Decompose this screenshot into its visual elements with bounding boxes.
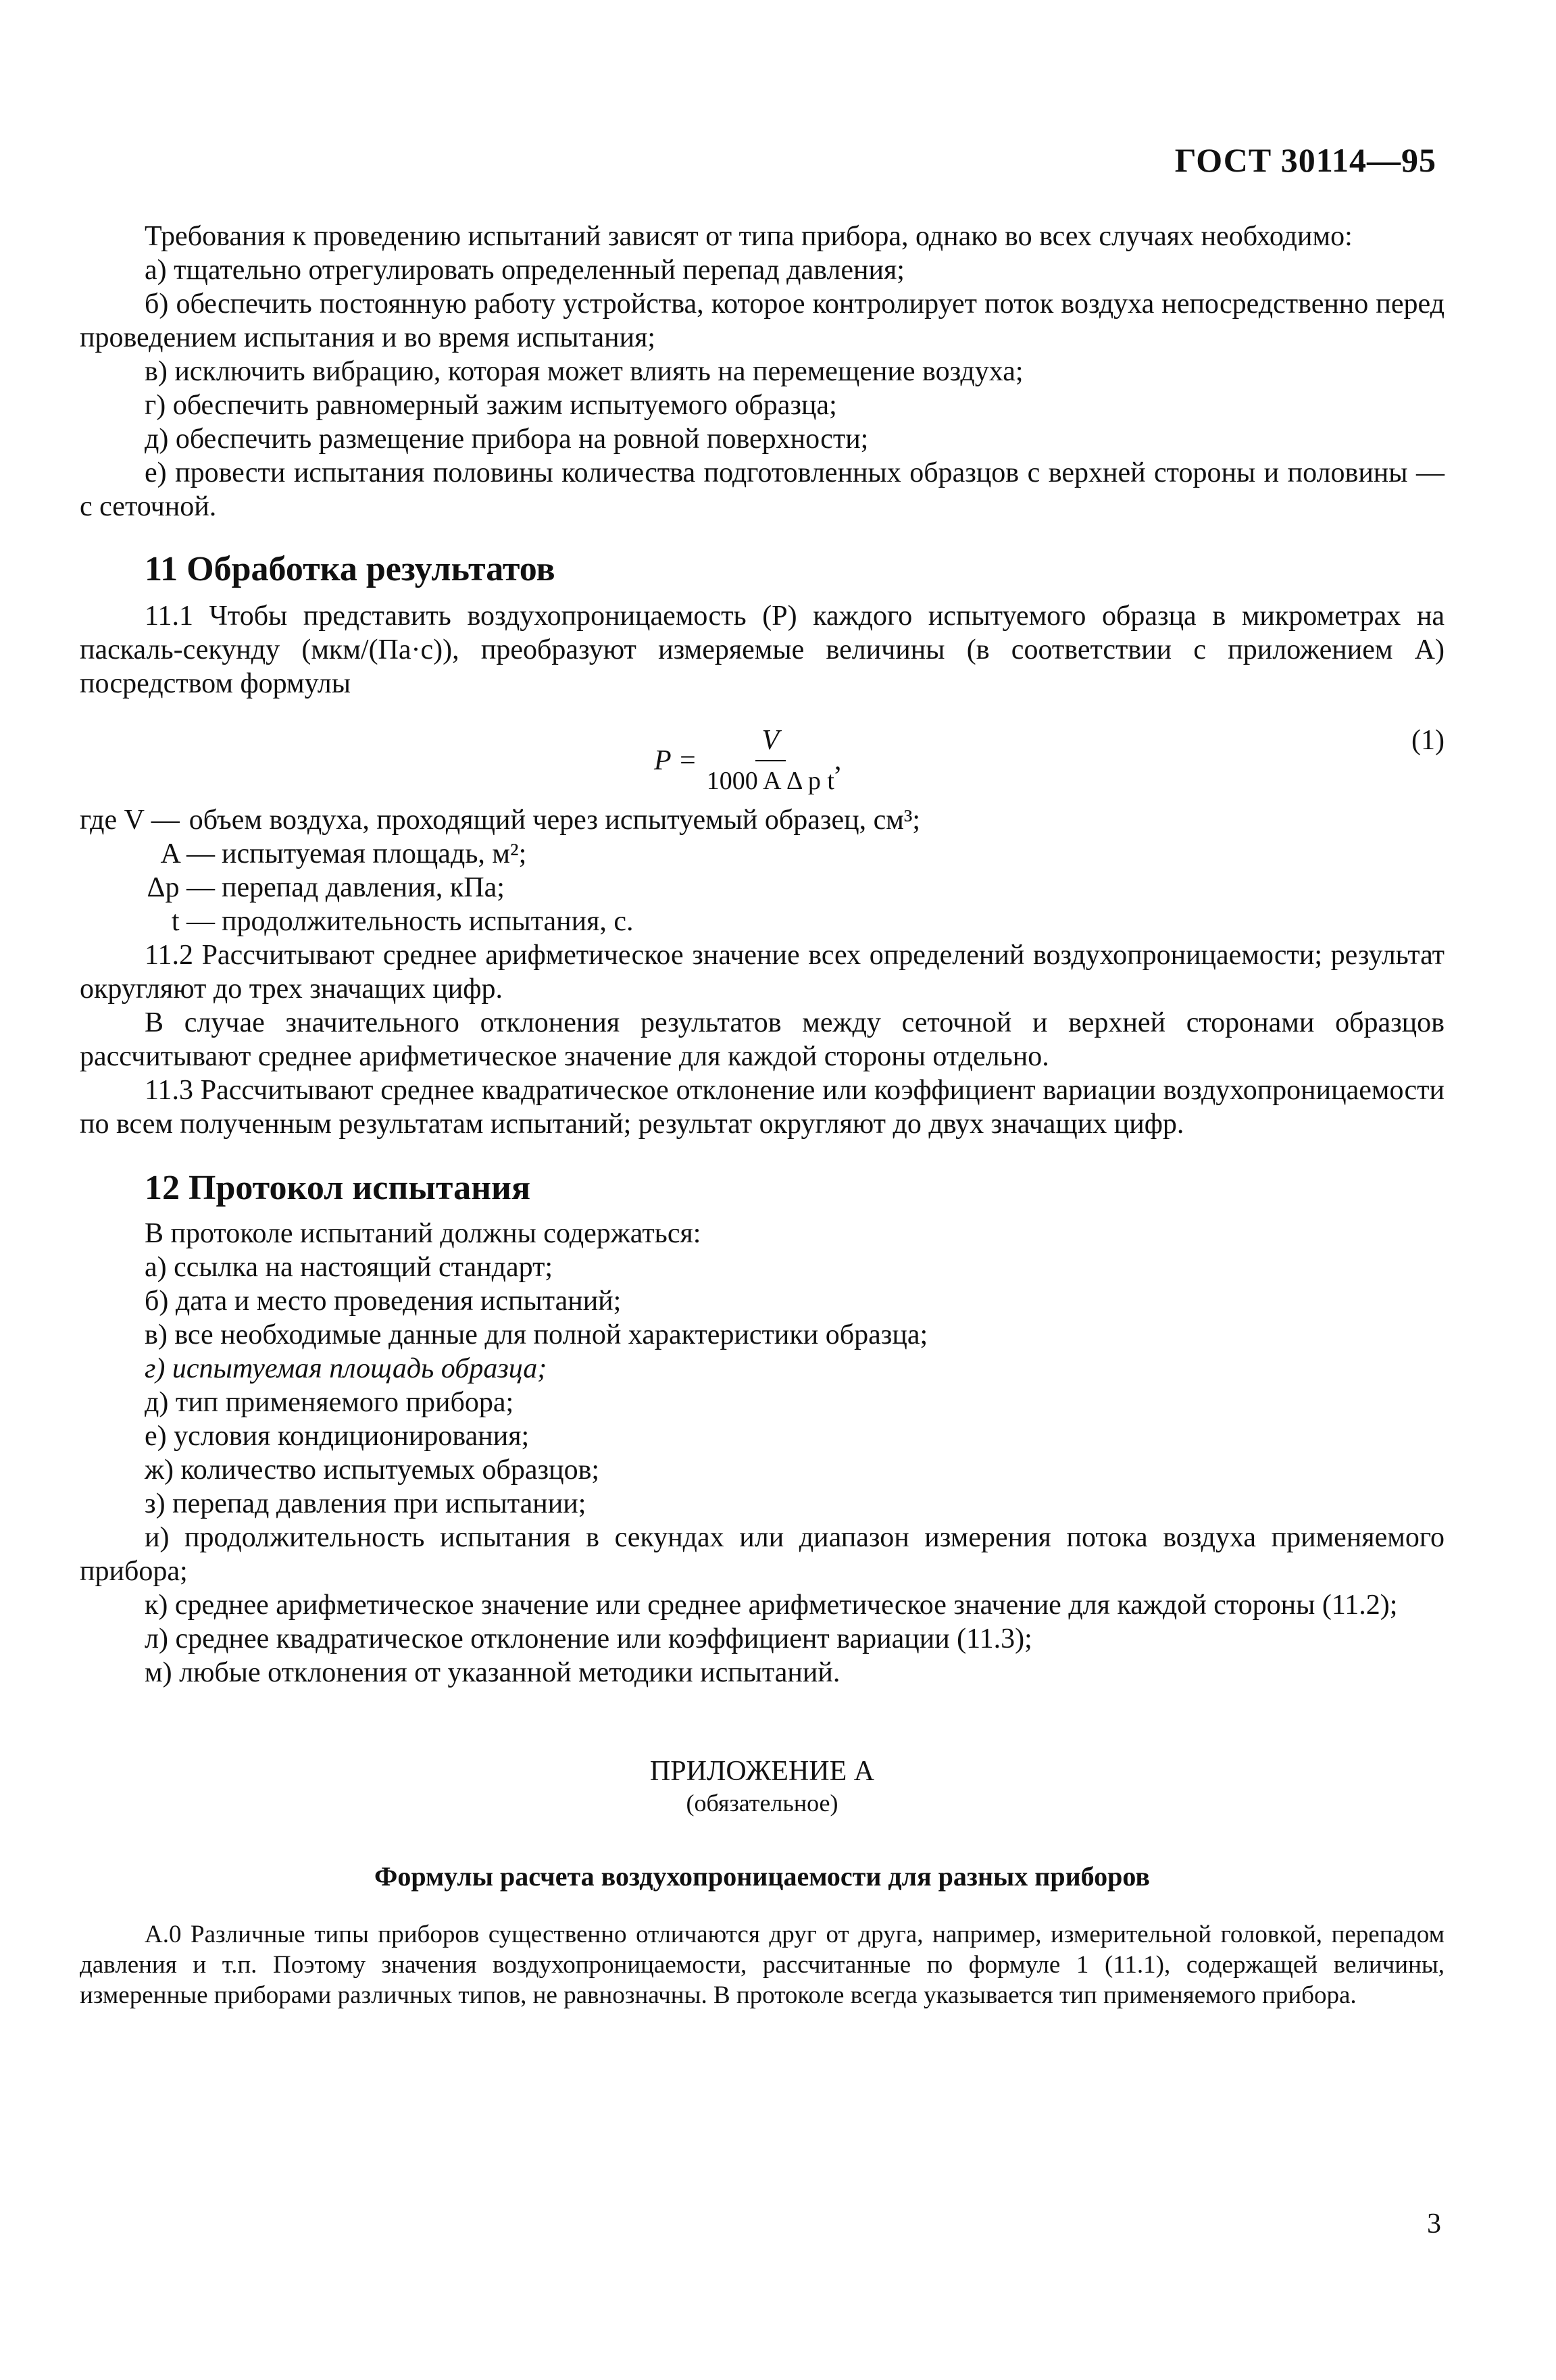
legend-symbol: где V — bbox=[80, 805, 180, 836]
legend-symbol: Δp — bbox=[147, 872, 215, 903]
legend-text: объем воздуха, проходящий через испытуемый образец, см³; bbox=[189, 805, 921, 836]
list-item: м) любые отклонения от указанной методики испытаний. bbox=[145, 1657, 840, 1688]
list-item: з) перепад давления при испытании; bbox=[145, 1488, 586, 1519]
list-item: д) тип применяемого прибора; bbox=[145, 1387, 514, 1418]
list-item: г) обеспечить равномерный зажим испытуемого образца; bbox=[145, 390, 837, 421]
page-content bbox=[80, 220, 1445, 2010]
list-item: в) все необходимые данные для полной характеристики образца; bbox=[145, 1319, 928, 1350]
formula-lhs: P = bbox=[654, 745, 697, 776]
legend-symbol: t — bbox=[171, 906, 215, 937]
list-item: д) обеспечить размещение прибора на ровной поверхности; bbox=[145, 424, 869, 455]
appendix-subtitle: (обязательное) bbox=[686, 1790, 838, 1817]
paragraph-11-2b: В случае значительного отклонения результатов между сеточной и верхней сторонами образцов рассчитывают среднее арифметическое значение для каждой стороны отдельно. bbox=[80, 1007, 1445, 1072]
list-item: б) обеспечить постоянную работу устройства, которое контролирует поток воздуха непосредственно перед проведением испытания и во время испытания; bbox=[80, 288, 1445, 353]
formula bbox=[654, 724, 841, 798]
appendix-paragraph: А.0 Различные типы приборов существенно отличаются друг от друга, например, измерительной головкой, перепадом давления и т.п. Поэтому значения воздухопроницаемости, рассчитанные по формуле 1 (11.1), содержащей величины, измеренные приборами различных типов, не равнозначны. В протоколе всегда указывается тип применяемого прибора. bbox=[80, 1921, 1445, 2009]
formula-fraction bbox=[707, 724, 834, 798]
appendix-heading: Формулы расчета воздухопроницаемости для разных приборов bbox=[374, 1861, 1150, 1892]
legend-row bbox=[80, 803, 1445, 837]
section-12-title: 12 Протокол испытания bbox=[145, 1169, 531, 1207]
formula-legend bbox=[80, 803, 1445, 938]
formula-tail: , bbox=[834, 745, 842, 776]
list-item: в) исключить вибрацию, которая может влиять на перемещение воздуха; bbox=[145, 356, 1024, 387]
list-item: б) дата и место проведения испытаний; bbox=[145, 1286, 622, 1317]
standard-header: ГОСТ 30114—95 bbox=[1174, 141, 1436, 179]
legend-row bbox=[80, 871, 1445, 905]
legend-row bbox=[80, 905, 1445, 938]
list-item: а) ссылка на настоящий стандарт; bbox=[145, 1252, 553, 1283]
list-item: ж) количество испытуемых образцов; bbox=[145, 1454, 600, 1486]
list-item: г) испытуемая площадь образца; bbox=[145, 1353, 547, 1384]
list-item: е) провести испытания половины количества подготовленных образцов с верхней стороны и половины — с сеточной. bbox=[80, 457, 1445, 522]
legend-symbol: A — bbox=[160, 838, 215, 869]
page-number: 3 bbox=[1427, 2208, 1441, 2239]
legend-text: перепад давления, кПа; bbox=[222, 872, 505, 903]
legend-row bbox=[80, 837, 1445, 871]
paragraph-11-1: 11.1 Чтобы представить воздухопроницаемость (P) каждого испытуемого образца в микрометрах на паскаль-секунду (мкм/(Па·с)), преобразуют измеряемые величины (в соответствии с приложением А) посредством формулы bbox=[80, 601, 1445, 699]
protocol-intro: В протоколе испытаний должны содержаться: bbox=[145, 1218, 701, 1249]
legend-text: продолжительность испытания, с. bbox=[222, 906, 634, 937]
formula-denominator: 1000 A Δ p t bbox=[706, 767, 834, 795]
intro-paragraph: Требования к проведению испытаний зависят от типа прибора, однако во всех случаях необходимо: bbox=[145, 221, 1353, 252]
list-item: к) среднее арифметическое значение или среднее арифметическое значение для каждой стороны (11.2); bbox=[145, 1590, 1398, 1621]
formula-numerator: V bbox=[755, 724, 786, 761]
paragraph-11-2: 11.2 Рассчитывают среднее арифметическое значение всех определений воздухопроницаемости; результат округляют до трех значащих цифр. bbox=[80, 940, 1445, 1005]
paragraph-11-3: 11.3 Рассчитывают среднее квадратическое отклонение или коэффициент вариации воздухопроницаемости по всем полученным результатам испытаний; результат округляют до двух значащих цифр. bbox=[80, 1075, 1445, 1140]
formula-number: (1) bbox=[1411, 725, 1445, 756]
list-item: е) условия кондиционирования; bbox=[145, 1421, 530, 1452]
legend-text: испытуемая площадь, м²; bbox=[222, 838, 527, 869]
list-item: л) среднее квадратическое отклонение или коэффициент вариации (11.3); bbox=[145, 1623, 1032, 1654]
list-item: а) тщательно отрегулировать определенный перепад давления; bbox=[145, 255, 905, 286]
formula-block bbox=[80, 711, 1445, 795]
list-item: и) продолжительность испытания в секундах или диапазон измерения потока воздуха применяемого прибора; bbox=[80, 1522, 1445, 1587]
section-11-title: 11 Обработка результатов bbox=[145, 550, 555, 588]
appendix-title: ПРИЛОЖЕНИЕ А bbox=[649, 1756, 875, 1787]
